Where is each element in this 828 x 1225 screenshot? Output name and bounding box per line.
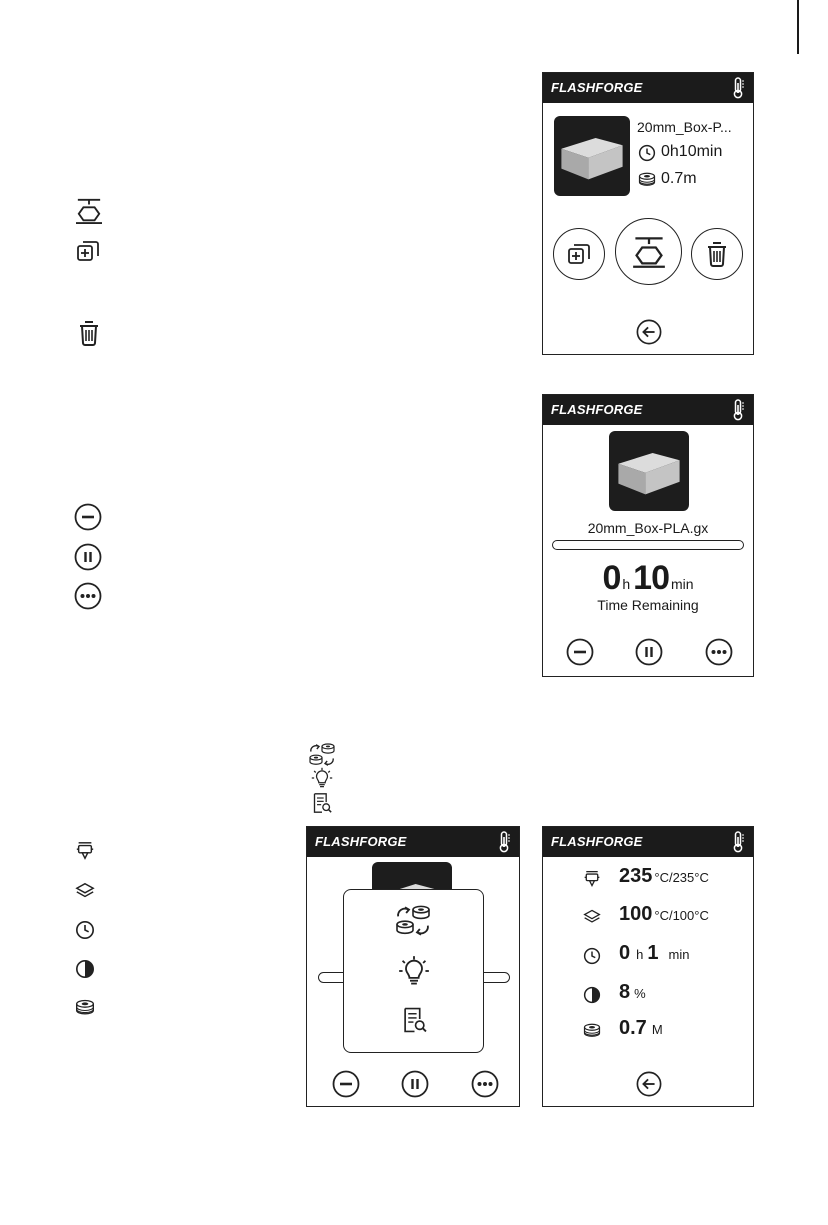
details-button[interactable] (402, 1006, 427, 1034)
lightbulb-icon (311, 767, 333, 789)
time-remaining-label: Time Remaining (597, 597, 699, 613)
bed-temp-value: 100 (619, 903, 653, 925)
progress-value: 8 (619, 981, 631, 1003)
spool-icon (75, 999, 95, 1017)
printing-screen (542, 394, 754, 677)
box-model-icon (609, 431, 689, 511)
more-menu-screen (306, 826, 520, 1107)
progress-unit: % (634, 986, 646, 1001)
trash-icon (78, 320, 100, 346)
pause-button[interactable] (401, 1070, 429, 1098)
thermometer-icon[interactable] (732, 77, 744, 99)
pause-circle-icon (74, 543, 102, 571)
pie-icon (583, 986, 601, 1004)
thermometer-icon[interactable] (498, 831, 510, 853)
header-bar (307, 827, 519, 857)
brand-logo: FLASHFORGE (551, 402, 643, 417)
clock-icon (638, 144, 656, 162)
hours-unit: h (622, 576, 631, 592)
brand-logo: FLASHFORGE (551, 80, 643, 95)
brand-logo: FLASHFORGE (315, 834, 407, 849)
clock-icon (583, 947, 601, 965)
hours-value: 0 (602, 559, 621, 597)
copy-add-icon (567, 242, 591, 266)
filament-value: 0.7 (619, 1017, 647, 1039)
back-button[interactable] (636, 319, 662, 345)
file-name: 20mm_Box-P... (637, 119, 732, 135)
minutes-unit: min (670, 576, 694, 592)
print-button[interactable] (615, 218, 682, 285)
header-bar (543, 827, 753, 857)
time-minutes-value: 1 (647, 942, 659, 964)
nozzle-temp-row (619, 865, 709, 888)
thermometer-icon[interactable] (732, 399, 744, 421)
print-time: 0h10min (661, 143, 723, 160)
more-button[interactable] (471, 1070, 499, 1098)
delete-button[interactable] (691, 228, 743, 280)
layers-icon (583, 908, 601, 926)
page-edge-line (797, 0, 799, 54)
print-head-icon (632, 236, 666, 268)
print-head-icon (75, 198, 103, 224)
minutes-value: 10 (633, 559, 669, 597)
filament-change-button[interactable] (394, 905, 432, 937)
filament-change-icon (308, 743, 336, 767)
stop-button[interactable] (566, 638, 594, 666)
copy-button[interactable] (553, 228, 605, 280)
bed-temp-unit: °C/100°C (654, 908, 709, 923)
filament-length: 0.7m (661, 170, 697, 187)
box-model-icon (554, 116, 630, 196)
bed-temp-row (619, 903, 709, 926)
nozzle-temp-unit: °C/235°C (654, 870, 709, 885)
nozzle-icon (583, 870, 601, 888)
light-button[interactable] (398, 955, 430, 987)
layers-icon (75, 881, 95, 901)
spool-icon (583, 1023, 601, 1039)
file-preview-screen (542, 72, 754, 355)
pause-button[interactable] (635, 638, 663, 666)
pie-icon (75, 959, 95, 979)
copy-add-icon (76, 239, 100, 263)
more-button[interactable] (705, 638, 733, 666)
time-hours-value: 0 (619, 942, 631, 964)
brand-logo: FLASHFORGE (551, 834, 643, 849)
back-button[interactable] (636, 1071, 662, 1097)
thermometer-icon[interactable] (732, 831, 744, 853)
model-thumbnail (609, 431, 689, 511)
more-circle-icon (74, 582, 102, 610)
header-bar (543, 73, 753, 103)
time-remaining-readout (543, 559, 753, 598)
spool-icon (638, 172, 656, 188)
header-bar (543, 395, 753, 425)
popup-menu (343, 889, 484, 1053)
progress-bar (552, 540, 744, 550)
time-minutes-unit: min (668, 947, 690, 962)
time-hours-unit: h (636, 947, 644, 962)
stop-button[interactable] (332, 1070, 360, 1098)
nozzle-temp-value: 235 (619, 865, 653, 887)
trash-icon (706, 241, 728, 267)
time-row (619, 942, 689, 965)
clock-icon (75, 920, 95, 940)
document-search-icon (312, 792, 332, 814)
progress-row (619, 981, 646, 1004)
print-details-screen (542, 826, 754, 1107)
file-name: 20mm_Box-PLA.gx (587, 520, 709, 536)
filament-unit: M (651, 1022, 663, 1037)
filament-row (619, 1017, 663, 1040)
minus-circle-icon (74, 503, 102, 531)
model-thumbnail (554, 116, 630, 196)
nozzle-icon (75, 841, 95, 861)
